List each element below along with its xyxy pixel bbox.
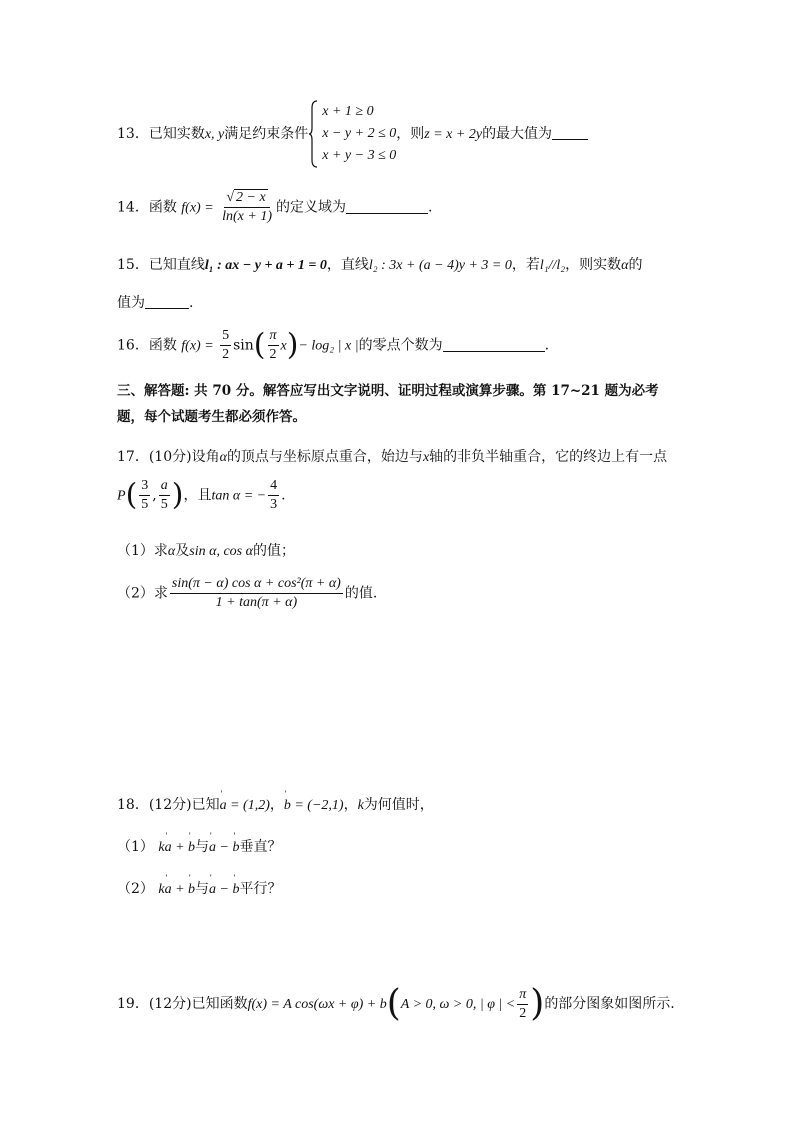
question-number: 18．: [117, 797, 149, 813]
part-label: （2）: [117, 881, 154, 897]
fraction: $\frac{√ 2 - x}{\ln(x + 1)}$: [222, 190, 272, 224]
var-k: k: [357, 798, 364, 813]
numerator: 4: [268, 478, 279, 496]
question-text: 已知实数: [148, 126, 205, 142]
part-label: （2）求: [117, 585, 168, 602]
point-P: P: [117, 488, 126, 504]
question-number: 17．: [117, 449, 149, 465]
numerator: 3: [139, 478, 150, 496]
fraction-pi-2: [268, 328, 279, 363]
question-text: 与: [195, 839, 210, 855]
question-text: 满足约束条件: [224, 126, 309, 142]
numerator: a: [159, 478, 170, 496]
question-text: 的部分图象如图所示.: [544, 996, 675, 1012]
line-l1: l₁ : ax − y + a + 1 = 0: [204, 258, 327, 273]
question-19: 19．(12分)已知函数f(x) = A cos(ωx + φ) + b(A > 0, ω > 0, | φ | < $\frac{\pi}{2}$ )的部分图象如图所示.: [117, 983, 675, 1024]
question-text: 的值.: [344, 585, 378, 602]
question-text: 垂直？: [239, 839, 282, 855]
objective-expr: z = x + 2y: [424, 127, 483, 142]
parallel-condition: l₁//l₂: [539, 258, 566, 273]
fraction-5-2: [220, 328, 231, 363]
vector-a: ' a: [220, 798, 227, 814]
vector-b: ' b: [284, 798, 291, 814]
question-15-cont: 值为 .: [117, 295, 194, 311]
answer-blank[interactable]: [145, 294, 189, 309]
question-text: 已知直线: [148, 257, 205, 273]
question-text: 设角: [191, 449, 220, 465]
fraction-a-5: [159, 478, 170, 513]
denominator: 2: [269, 347, 277, 362]
expr-ka-plus-b: k' a + ' b: [158, 882, 195, 897]
question-18-part-2: [117, 878, 282, 898]
denominator: 5: [141, 497, 149, 512]
question-text: 为何值时，: [363, 797, 434, 813]
numerator: π: [268, 328, 279, 346]
question-number: 14．: [117, 199, 149, 216]
part-label: （1）: [117, 839, 154, 855]
question-text: 的: [628, 257, 643, 273]
condition-expr: A > 0, ω > 0, | φ | <: [400, 997, 516, 1012]
points: (10分): [148, 449, 192, 465]
question-text: ，直线: [326, 257, 369, 273]
numerator: sin(π − α) cos α + cos²(π + α): [170, 576, 343, 594]
expr-a-minus-b: ' a − ' b: [209, 882, 239, 897]
alpha: α: [167, 544, 176, 559]
question-text: 的顶点与坐标原点重合，始边与: [226, 449, 423, 465]
question-text: 的定义域为: [275, 199, 346, 216]
numerator: π: [517, 987, 528, 1005]
fraction-expr: [170, 576, 343, 611]
question-text: ，且: [183, 487, 212, 504]
denominator: ln(x + 1): [222, 209, 272, 224]
line-l2: l₂ : 3x + (a − 4)y + 3 = 0: [368, 258, 512, 273]
question-17-part-1: [117, 540, 295, 560]
question-text: 轴的非负半轴重合，它的终边上有一点: [429, 449, 668, 465]
tan-expr: tan α = −: [211, 488, 267, 504]
question-text: ，则实数: [565, 257, 622, 273]
denominator: 2: [519, 1005, 527, 1021]
answer-blank[interactable]: [346, 199, 428, 214]
var-x: x: [422, 450, 430, 465]
question-text: ，若: [511, 257, 540, 273]
question-17-part-2: [117, 576, 377, 611]
function-lhs: f(x) =: [181, 338, 214, 354]
log-term: − log₂ | x |: [298, 338, 359, 354]
question-17-point: P( $\frac{3}{5}$ , $\frac{a}{5}$ )，且tan α = − $\frac{4}{3}$ .: [117, 477, 286, 513]
question-16: 16．函数 f(x) = $\frac{5}{2}$ sin( $\frac{\pi}{2}$ x)− log₂ | x |的零点个数为 .: [117, 327, 550, 363]
expr-ka-plus-b: k' a + ' b: [158, 840, 195, 855]
question-text: 与: [195, 881, 210, 897]
constraint-2: x − y + 2 ≤ 0: [322, 126, 397, 141]
constraint-1: x + 1 ≥ 0: [322, 104, 374, 119]
question-number: 13．: [117, 126, 149, 142]
question-number: 15．: [117, 257, 149, 273]
question-18-part-1: [117, 836, 282, 856]
math-vars: x, y: [204, 127, 225, 142]
expr-a-minus-b: ' a − ' b: [209, 840, 239, 855]
question-text: ，: [343, 797, 358, 813]
alpha: α: [219, 450, 227, 465]
points: (12分): [148, 797, 192, 813]
fraction-pi-2: [517, 987, 528, 1022]
question-text: 值为: [117, 295, 145, 311]
question-text: 函数: [148, 337, 177, 354]
question-17: [117, 446, 667, 466]
answer-blank[interactable]: [552, 125, 588, 140]
question-15: [117, 254, 643, 274]
question-text: 已知: [191, 797, 220, 813]
constraint-3: x + y − 3 ≤ 0: [322, 148, 397, 163]
fraction-4-3: [268, 478, 279, 513]
fraction-3-5: [139, 478, 150, 513]
constraint-system: [308, 100, 396, 168]
section-header: 三、解答题: 共 70 分。解答应写出文字说明、证明过程或演算步骤。第 17~21 题为必考题，每个试题考生都必须作答。: [117, 383, 659, 425]
numerator: 2 − x: [236, 190, 266, 205]
numerator: 5: [220, 328, 231, 346]
points: (12分): [148, 996, 192, 1012]
denominator: 1 + tan(π + α): [215, 595, 298, 610]
question-text: 已知函数: [191, 996, 248, 1012]
question-text: 平行？: [239, 881, 282, 897]
denominator: 3: [270, 497, 278, 512]
question-text: ，: [269, 797, 284, 813]
vector-a-value: = (1,2): [226, 798, 270, 813]
sin-fn: sin: [233, 337, 254, 354]
answer-blank[interactable]: [443, 337, 545, 352]
question-text: 函数: [148, 199, 177, 216]
var-a: α: [621, 258, 629, 273]
vector-b-value: = (−2,1): [290, 798, 344, 813]
question-14: 14．函数 f(x) = $\frac{√ 2 - x}{\ln(x + 1)}$ 的定义域为 .: [117, 190, 433, 224]
question-13: [117, 100, 588, 168]
question-text: 的零点个数为: [358, 337, 443, 354]
function-lhs: f(x) =: [181, 200, 214, 216]
trig-expr: sin α, cos α: [189, 544, 253, 559]
question-18: [117, 794, 434, 814]
question-text: 的值；: [252, 543, 295, 559]
denominator: 5: [160, 497, 168, 512]
question-text: 的最大值为: [482, 126, 553, 142]
function-expr: f(x) = A cos(ωx + φ) + b: [247, 997, 387, 1012]
denominator: 2: [222, 347, 230, 362]
question-number: 16．: [117, 337, 149, 354]
question-number: 19．: [117, 996, 149, 1012]
part-label: （1）求: [117, 543, 168, 559]
question-text: 及: [175, 543, 190, 559]
question-text: ，则: [396, 126, 425, 142]
left-brace: [308, 100, 318, 168]
